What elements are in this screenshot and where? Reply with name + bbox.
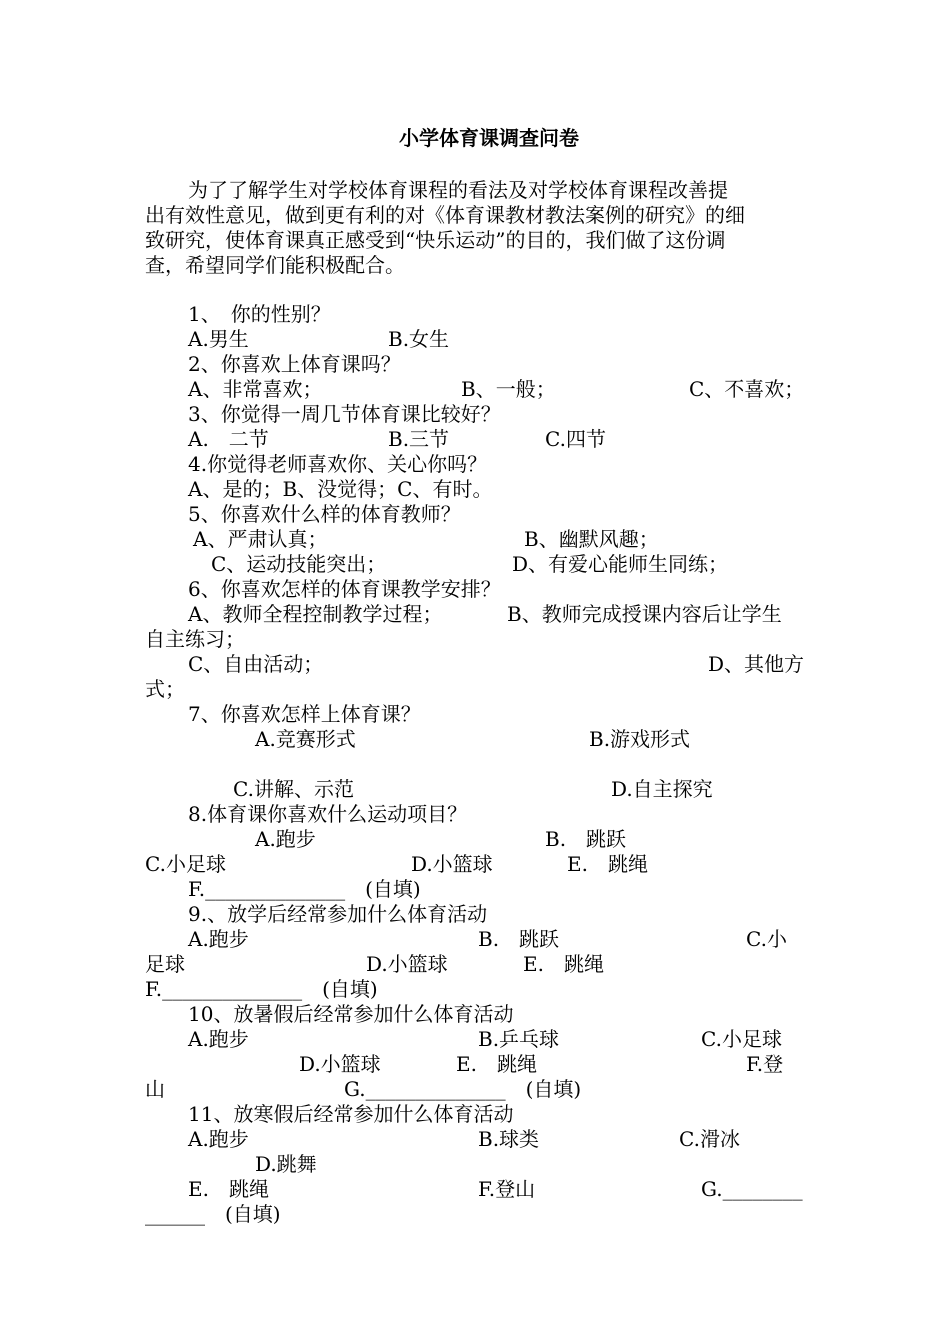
- q2-option-a: A、非常喜欢；: [188, 377, 323, 401]
- q11-option-e: E. 跳绳: [188, 1177, 269, 1201]
- q3-option-c: C.四节: [545, 427, 606, 451]
- q5-option-c: C、运动技能突出；: [211, 552, 387, 576]
- q3-option-b: B.三节: [388, 427, 450, 451]
- q6-option-a: A、教师全程控制教学过程；: [188, 602, 443, 626]
- q6-option-b: B、教师完成授课内容后让学生: [507, 602, 782, 626]
- q7-option-b: B.游戏形式: [589, 727, 691, 751]
- q1-option-b: B.女生: [388, 327, 450, 351]
- q11-option-f: F.登山: [478, 1177, 536, 1201]
- intro-line-3: 致研究，使体育课真正感受到“快乐运动”的目的，我们做了这份调: [145, 228, 726, 252]
- q1-option-a: A.男生: [188, 327, 249, 351]
- q11-option-b: B.球类: [478, 1127, 540, 1151]
- q8-option-e: E. 跳绳: [567, 852, 648, 876]
- intro-line-2: 出有效性意见，做到更有利的对《体育课教材教法案例的研究》的细: [145, 203, 745, 227]
- q10-option-c: C.小足球: [701, 1027, 782, 1051]
- q9-option-e: E. 跳绳: [523, 952, 604, 976]
- q10-option-e: E. 跳绳: [456, 1052, 537, 1076]
- q10-option-a: A.跑步: [188, 1027, 249, 1051]
- question-5: 5、你喜欢什么样的体育教师？: [188, 502, 461, 526]
- q10-option-f-cont: 山: [145, 1077, 165, 1101]
- intro-line-1: 为了了解学生对学校体育课程的看法及对学校体育课程改善提: [188, 178, 728, 202]
- q8-option-a: A.跑步: [255, 827, 316, 851]
- q7-option-a: A.竞赛形式: [255, 727, 356, 751]
- q8-option-c: C.小足球: [145, 852, 226, 876]
- q8-option-f: F.______________ (自填): [188, 877, 421, 901]
- q8-option-b: B. 跳跃: [545, 827, 627, 851]
- q2-option-b: B、一般；: [461, 377, 556, 401]
- q3-option-a: A. 二节: [188, 427, 269, 451]
- q10-option-d: D.小篮球: [299, 1052, 381, 1076]
- question-11: 11、放寒假后经常参加什么体育活动: [188, 1102, 514, 1126]
- question-4: 4.你觉得老师喜欢你、关心你吗？: [188, 452, 488, 476]
- q6-option-c: C、自由活动；: [188, 652, 324, 676]
- q10-option-b: B.乒乓球: [478, 1027, 560, 1051]
- q9-option-a: A.跑步: [188, 927, 249, 951]
- q11-option-a: A.跑步: [188, 1127, 249, 1151]
- q5-option-a: A、严肃认真；: [193, 527, 328, 551]
- q2-option-c: C、不喜欢；: [689, 377, 805, 401]
- question-7: 7、你喜欢怎样上体育课？: [188, 702, 421, 726]
- page-title: 小学体育课调查问卷: [399, 126, 579, 150]
- q6-option-d: D、其他方: [708, 652, 805, 676]
- q9-option-c: C.小: [746, 927, 787, 951]
- q5-option-b: B、幽默风趣；: [524, 527, 659, 551]
- question-3: 3、你觉得一周几节体育课比较好？: [188, 402, 501, 426]
- q10-option-f: F.登: [746, 1052, 784, 1076]
- question-1: 1、 你的性别？: [188, 302, 331, 326]
- q7-option-c: C.讲解、示范: [233, 777, 354, 801]
- q9-option-d: D.小篮球: [366, 952, 448, 976]
- q9-option-b: B. 跳跃: [478, 927, 560, 951]
- q8-option-d: D.小篮球: [411, 852, 493, 876]
- intro-line-4: 查，希望同学们能积极配合。: [145, 253, 405, 277]
- q9-option-c-cont: 足球: [145, 952, 185, 976]
- q7-option-d: D.自主探究: [611, 777, 713, 801]
- q11-option-g: G.________: [701, 1177, 803, 1201]
- question-9: 9.、放学后经常参加什么体育活动: [188, 902, 488, 926]
- q11-option-d: D.跳舞: [255, 1152, 317, 1176]
- q5-option-d: D、有爱心能师生同练；: [512, 552, 729, 576]
- q11-option-g-cont: ______ (自填): [145, 1202, 281, 1226]
- question-6: 6、你喜欢怎样的体育课教学安排？: [188, 577, 501, 601]
- q9-option-f: F.______________ (自填): [145, 977, 378, 1001]
- q6-option-d-cont: 式；: [145, 677, 185, 701]
- question-8: 8.体育课你喜欢什么运动项目？: [188, 802, 468, 826]
- q10-option-g: G.______________ (自填): [344, 1077, 582, 1101]
- q11-option-c: C.滑冰: [679, 1127, 740, 1151]
- question-10: 10、放暑假后经常参加什么体育活动: [188, 1002, 514, 1026]
- question-2: 2、你喜欢上体育课吗？: [188, 352, 401, 376]
- q4-options: A、是的；B、没觉得；C、有时。: [188, 477, 493, 501]
- q6-option-b-cont: 自主练习；: [145, 627, 245, 651]
